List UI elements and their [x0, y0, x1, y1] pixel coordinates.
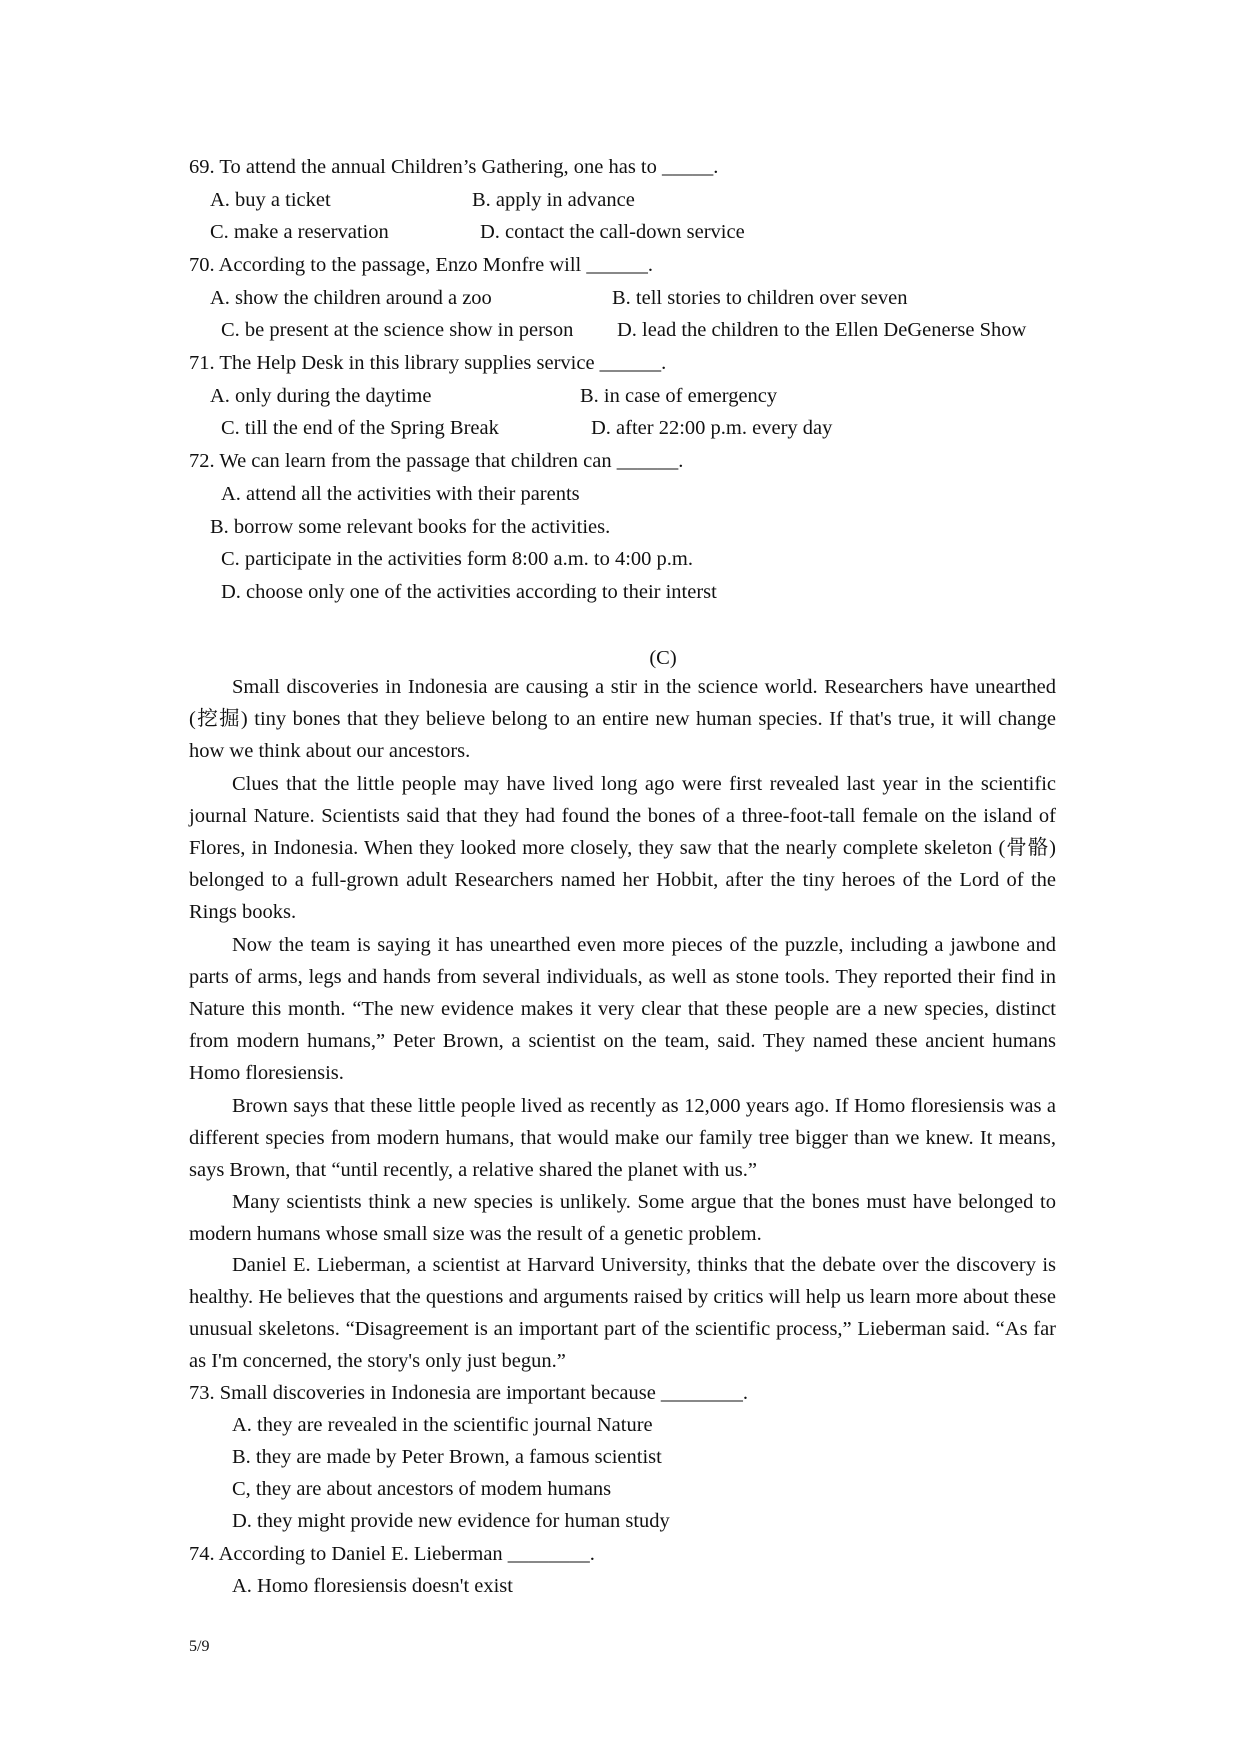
passage-paragraph-6: Daniel E. Lieberman, a scientist at Harvard University, thinks that the debate over the discovery is healthy. He believes that the questions and arguments raised by critics will help us learn more about these unusual skeletons. “Disagreement is an important part of the scientific process,” Lieberman said. “As far as I'm concerned, the story's only just begun.” [189, 1254, 1056, 1372]
question-73-option-a: A. they are revealed in the scientific journal Nature [232, 1414, 653, 1436]
question-73-stem: 73. Small discoveries in Indonesia are important because ________. [189, 1382, 749, 1404]
question-69-option-c: C. make a reservation [210, 221, 389, 243]
question-74-stem: 74. According to Daniel E. Lieberman ________. [189, 1543, 595, 1565]
question-70-option-d: D. lead the children to the Ellen DeGenerse Show [617, 319, 1027, 341]
question-72-option-a: A. attend all the activities with their parents [221, 483, 580, 505]
question-72-option-c: C. participate in the activities form 8:00 a.m. to 4:00 p.m. [221, 548, 693, 570]
page-number: 5/9 [189, 1638, 210, 1655]
passage-paragraph-5: Many scientists think a new species is unlikely. Some argue that the bones must have belonged to modern humans whose small size was the result of a genetic problem. [189, 1191, 1056, 1245]
passage-paragraph-2: Clues that the little people may have lived long ago were first revealed last year in the scientific journal Nature. Scientists said that they had found the bones of a three-foot-tall female on the island of Flores, in Indonesia. When they looked more closely, they saw that the nearly complete skeleton (骨骼) belonged to a full-grown adult Researchers named her Hobbit, after the tiny heroes of the Lord of the Rings books. [189, 773, 1056, 923]
question-70-option-b: B. tell stories to children over seven [612, 287, 908, 309]
question-70-stem: 70. According to the passage, Enzo Monfre will ______. [189, 254, 654, 276]
question-73-option-c: C, they are about ancestors of modem humans [232, 1478, 612, 1500]
passage-paragraph-3: Now the team is saying it has unearthed even more pieces of the puzzle, including a jawbone and parts of arms, legs and hands from several individuals, as well as stone tools. They reported their find in Nature this month. “The new evidence makes it very clear that these people are a new species, distinct from modern humans,” Peter Brown, a scientist on the team, said. They named these ancient humans Homo floresiensis. [189, 934, 1056, 1084]
question-71-option-c: C. till the end of the Spring Break [221, 417, 499, 439]
question-71-option-d: D. after 22:00 p.m. every day [591, 417, 833, 439]
question-69-option-a: A. buy a ticket [210, 189, 331, 211]
question-72-option-d: D. choose only one of the activities according to their interst [221, 581, 717, 603]
passage-paragraph-4: Brown says that these little people lived as recently as 12,000 years ago. If Homo floresiensis was a different species from modern humans, that would make our family tree bigger than we knew. It means, says Brown, that “until recently, a relative shared the planet with us.” [189, 1095, 1056, 1181]
question-70-option-c: C. be present at the science show in person [221, 319, 574, 341]
question-74-option-a: A. Homo floresiensis doesn't exist [232, 1575, 513, 1597]
question-72-stem: 72. We can learn from the passage that children can ______. [189, 450, 684, 472]
question-69-option-b: B. apply in advance [472, 189, 635, 211]
question-70-option-a: A. show the children around a zoo [210, 287, 492, 309]
question-72-option-b: B. borrow some relevant books for the activities. [210, 516, 611, 538]
passage-paragraph-1: Small discoveries in Indonesia are causing a stir in the science world. Researchers have unearthed (挖掘) tiny bones that they believe belong to an entire new human species. If that's true, it will change how we think about our ancestors. [189, 676, 1056, 762]
question-73-option-b: B. they are made by Peter Brown, a famous scientist [232, 1446, 662, 1468]
question-69-stem: 69. To attend the annual Children’s Gathering, one has to _____. [189, 156, 719, 178]
question-71-stem: 71. The Help Desk in this library supplies service ______. [189, 352, 667, 374]
question-71-option-a: A. only during the daytime [210, 385, 432, 407]
section-heading: (C) [649, 647, 677, 669]
question-73-option-d: D. they might provide new evidence for human study [232, 1510, 670, 1532]
question-69-option-d: D. contact the call-down service [480, 221, 745, 243]
question-71-option-b: B. in case of emergency [580, 385, 778, 407]
